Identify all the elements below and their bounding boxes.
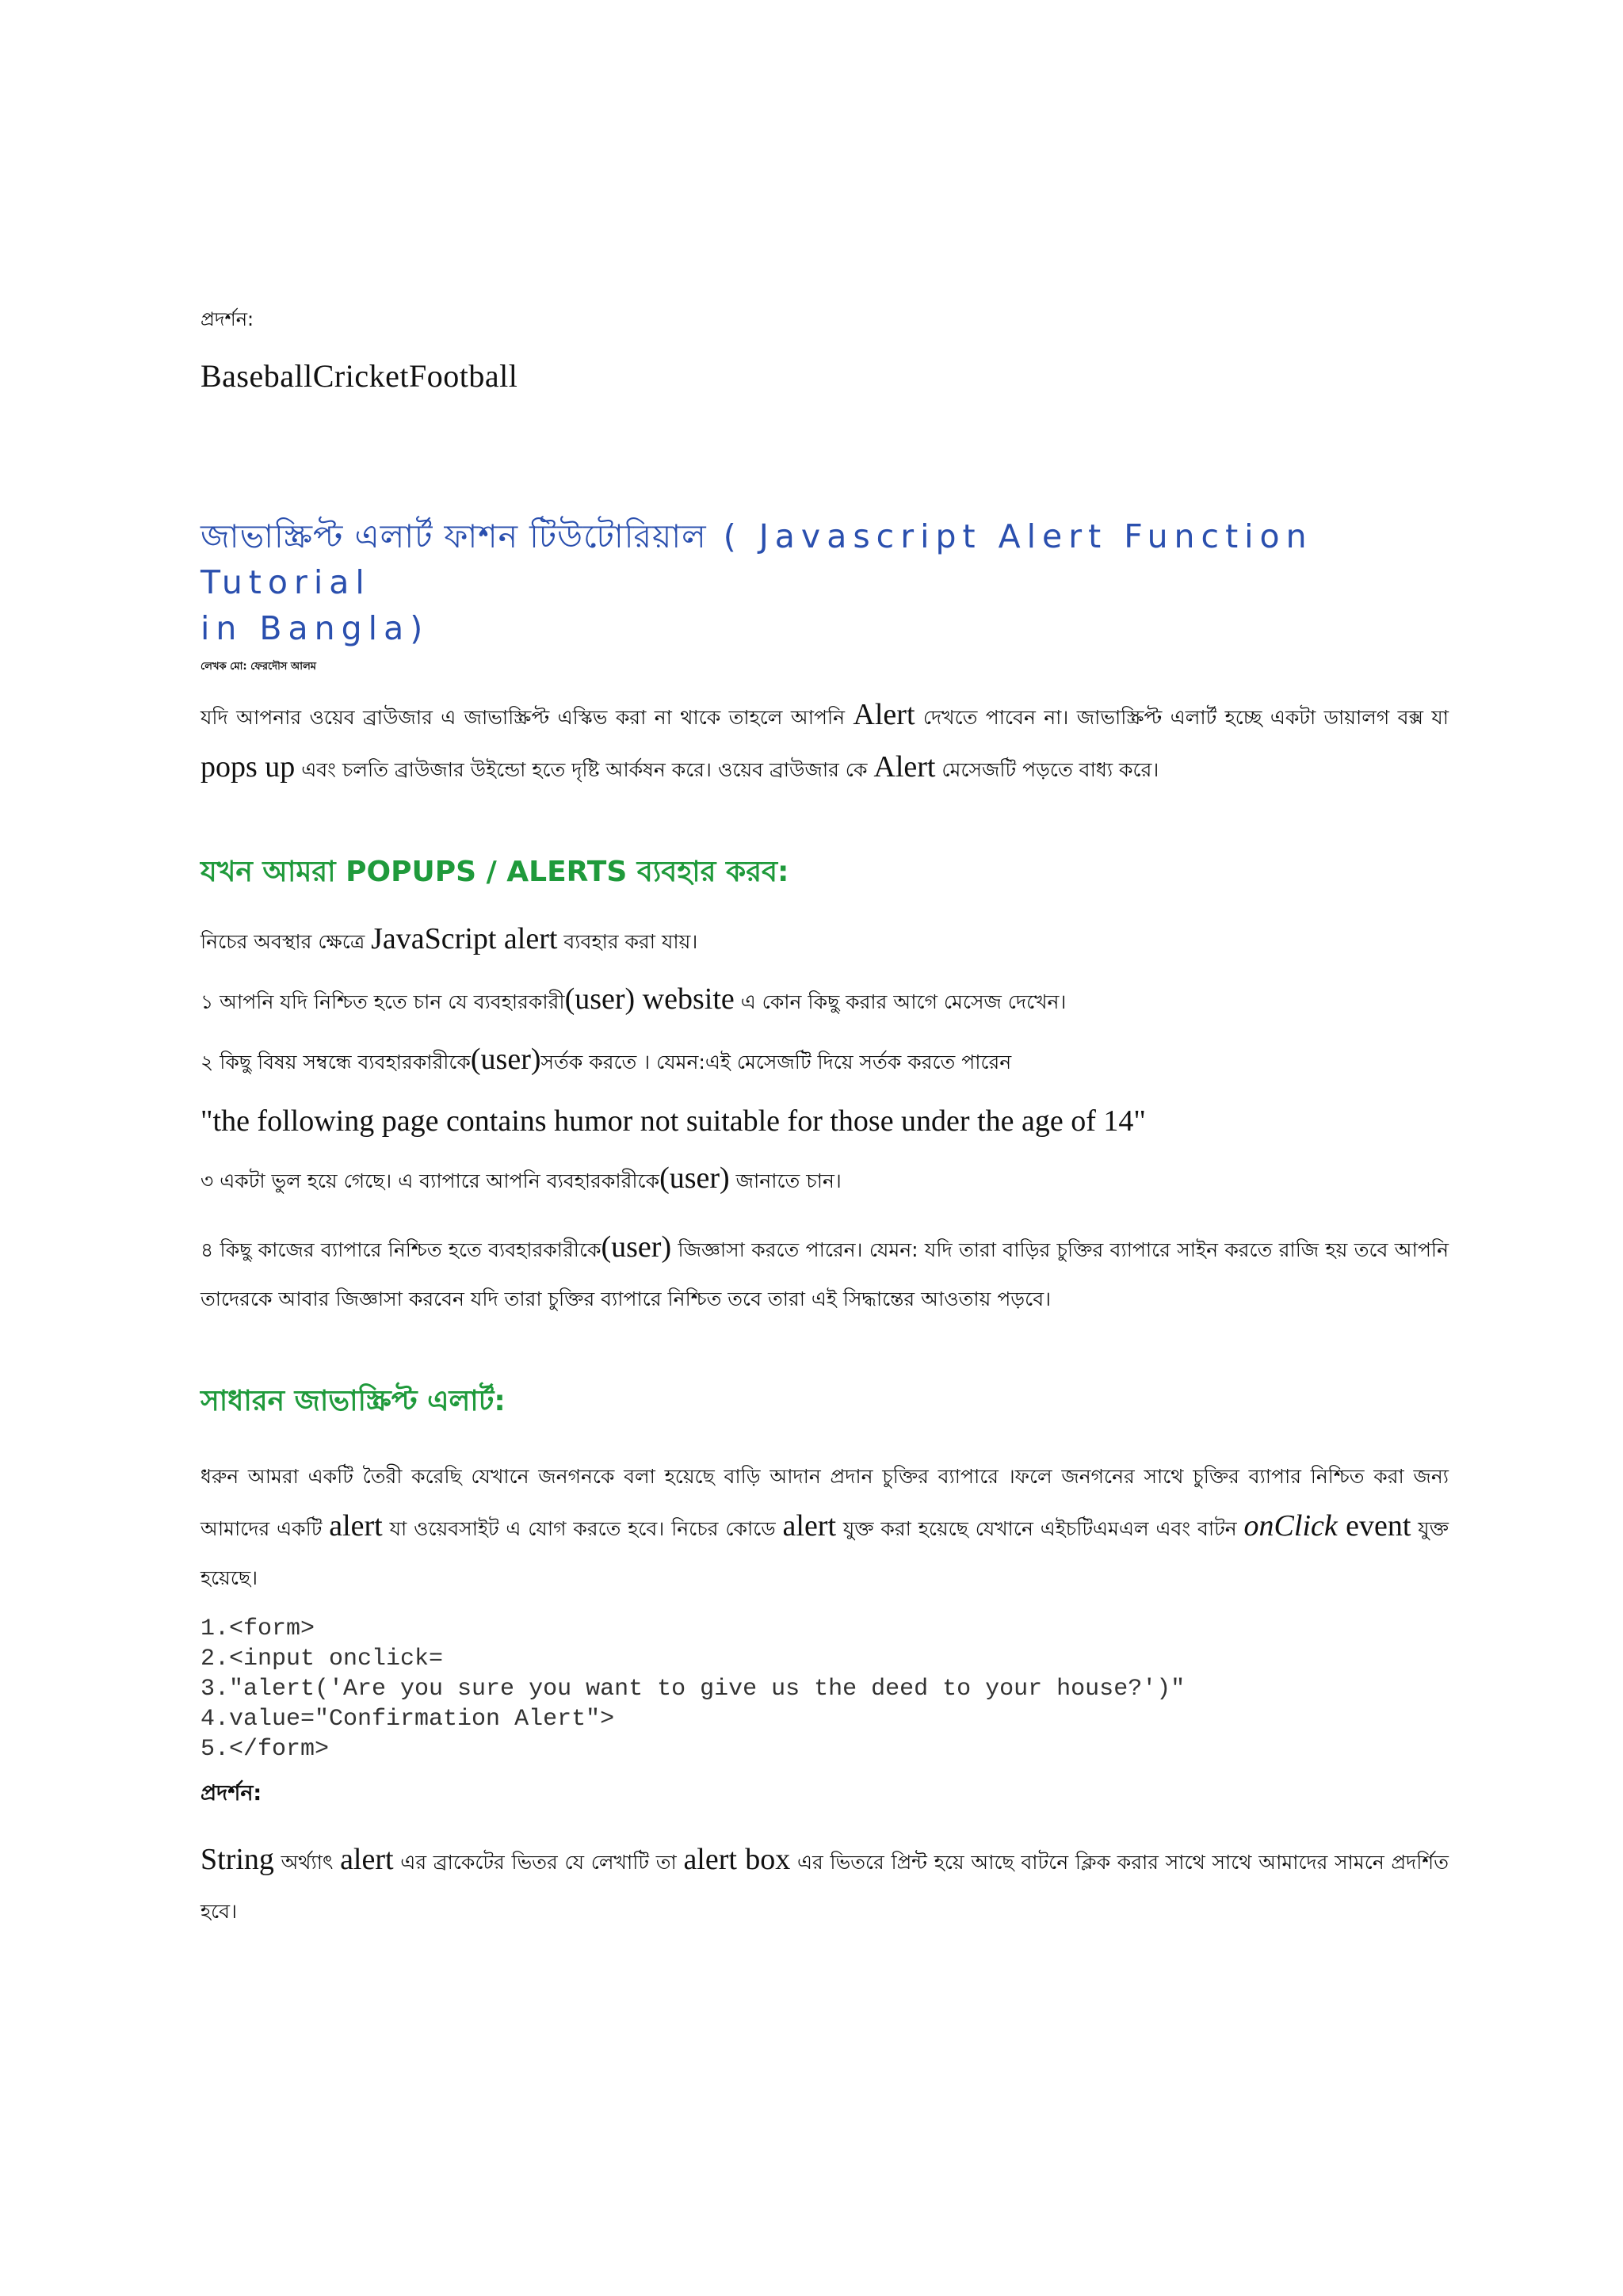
code-line: 5.</form>	[200, 1736, 330, 1763]
item1-text-a: ১ আপনি যদি নিশ্চিত হতে চান যে ব্যবহারকারী	[200, 990, 565, 1013]
intro-text-3: এবং চলতি ব্রাউজার উইন্ডো হতে দৃষ্টি আর্কষন করে। ওয়েব ব্রাউজার কে	[295, 758, 874, 781]
popups-heading: যখন আমরা POPUPS / ALERTS ব্যবহার করব:	[200, 856, 789, 888]
code-line: 3."alert('Are you sure you want to give us the deed to your house?')"	[200, 1676, 1186, 1703]
item2-user: (user)	[470, 1043, 541, 1076]
title-english-2: in Bangla)	[200, 609, 430, 647]
item4-text-a: ৪ কিছু কাজের ব্যাপারে নিশ্চিত হতে ব্যবহারকারীকে	[200, 1238, 601, 1261]
code-line: 1.<form>	[200, 1615, 315, 1642]
intro-paragraph	[200, 690, 1449, 795]
item1-user-website: (user) website	[564, 982, 735, 1016]
list-item-3	[200, 1162, 1449, 1197]
simple-alert-heading: সাধারন জাভাস্ক্রিপ্ট এলার্ট:	[200, 1385, 506, 1417]
intro-text-1: যদি আপনার ওয়েব ব্রাউজার এ জাভাস্ক্রিপ্ট এস্কিভ করা না থাকে তাহলে আপনি	[200, 706, 854, 729]
intro-popsup: pops up	[200, 750, 296, 784]
lead-text-1: নিচের অবস্থার ক্ষেত্রে	[200, 930, 372, 953]
item2-text-a: ২ কিছু বিষয় সম্বন্ধে ব্যবহারকারীকে	[200, 1051, 471, 1074]
item3-user: (user)	[659, 1161, 730, 1195]
item1-text-b: এ কোন কিছু করার আগে মেসেজ দেখেন।	[734, 990, 1067, 1013]
final-text-2: অর্থ্যাৎ	[273, 1851, 341, 1874]
list-item-1	[200, 983, 1449, 1018]
final-string: String	[200, 1843, 274, 1876]
lead-js-alert: JavaScript alert	[371, 922, 558, 955]
simple-text-2: যা ওয়েবসাইট এ যোগ করতে হবে। নিচের কোডে	[382, 1517, 783, 1540]
sports-output: BaseballCricketFootball	[200, 358, 518, 394]
author-line: লেখক মো: ফেরদৌস আলম	[200, 661, 316, 673]
demo-label: প্রদর্শন:	[200, 308, 254, 330]
simple-text-4: যুক্ত হয়েছে।	[200, 1517, 1449, 1589]
simple-text-3: যুক্ত করা হয়েছে যেখানে এইচটিএমএল এবং বাটন	[836, 1517, 1244, 1540]
code-block	[200, 1614, 1449, 1764]
simple-alert-1: alert	[329, 1509, 383, 1543]
final-alert-box: alert box	[683, 1843, 791, 1876]
item2-text-b: সর্তক করতে । যেমন:এই মেসেজটি দিয়ে সর্তক করতে পারেন	[540, 1051, 1012, 1074]
demo-label-bold: প্রদর্শন:	[200, 1781, 262, 1806]
document-content	[200, 305, 1449, 1936]
item4-text-b: জিজ্ঞাসা করতে পারেন। যেমন: যদি তারা বাড়ির চুক্তির ব্যাপারে সাইন করতে রাজি হয় তবে আপনি তাদেরকে আবার জিজ্ঞাসা করবেন যদি তারা চুক্তির ব্যাপারে নিশ্চিত তবে তারা এই সিদ্ধান্তের আওতায় পড়বে।	[200, 1238, 1449, 1310]
final-paragraph	[200, 1835, 1449, 1936]
item4-user: (user)	[601, 1230, 672, 1264]
intro-alert-2: Alert	[873, 750, 936, 784]
title-english-1: ( Javascript Alert Function Tutorial	[200, 517, 1313, 601]
final-alert: alert	[340, 1843, 394, 1876]
code-line: 4.value="Confirmation Alert">	[200, 1706, 615, 1733]
list-item-4	[200, 1222, 1449, 1324]
simple-alert-2: alert	[782, 1509, 837, 1543]
simple-event: event	[1337, 1509, 1411, 1543]
intro-text-4: মেসেজটি পড়তে বাধ্য করে।	[935, 758, 1159, 781]
final-text-6: এর ভিতরে প্রিন্ট হয়ে আছে বাটনে ক্লিক করার সাথে সাথে আমাদের সামনে প্রদর্শিত হবে।	[200, 1851, 1449, 1923]
title-bangla: জাভাস্ক্রিপ্ট এলার্ট ফাশন টিউটোরিয়াল	[200, 517, 707, 555]
final-text-4: এর ব্রাকেটের ভিতর যে লেখাটি তা	[393, 1851, 684, 1874]
item3-text-b: জানাতে চান।	[729, 1169, 842, 1192]
code-line: 2.<input onclick=	[200, 1646, 444, 1672]
popups-lead	[200, 923, 1449, 958]
intro-text-2: দেখতে পাবেন না। জাভাস্ক্রিপ্ট এলার্ট হচ্ছে একটা ডায়ালগ বক্স যা	[915, 706, 1449, 729]
simple-onclick: onClick	[1243, 1509, 1338, 1543]
lead-text-2: ব্যবহার করা যায়।	[557, 930, 698, 953]
list-item-2	[200, 1043, 1449, 1078]
warning-quote: "the following page contains humor not suitable for those under the age of 14"	[200, 1104, 1146, 1138]
intro-alert-1: Alert	[853, 698, 915, 731]
article-title	[200, 513, 1449, 651]
simple-alert-paragraph	[200, 1452, 1449, 1603]
simple-text-1: ধরুন আমরা একটি তৈরী করেছি যেখানে জনগনকে বলা হয়েছে বাড়ি আদান প্রদান চুক্তির ব্যাপারে ।ফলে জনগনের সাথে চুক্তির ব্যাপার নিশ্চিত করা জন্য আমাদের একটি	[200, 1465, 1449, 1540]
item3-text-a: ৩ একটা ভুল হয়ে গেছে। এ ব্যাপারে আপনি ব্যবহারকারীকে	[200, 1169, 660, 1192]
